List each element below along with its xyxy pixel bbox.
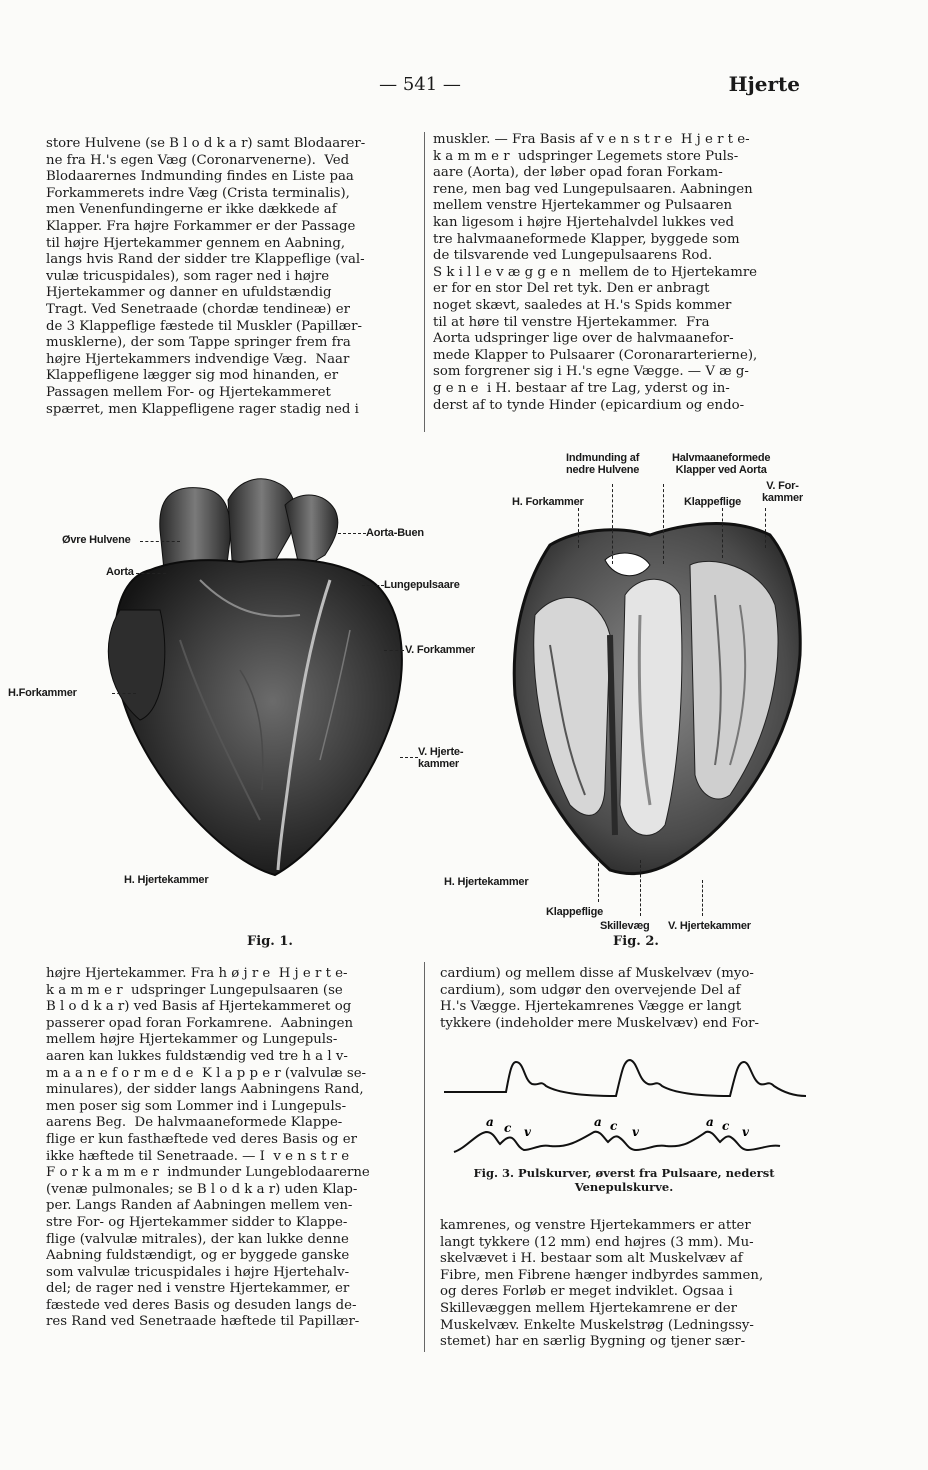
text-line: F o r k a m m e r indmunder Lungeblodaarerne xyxy=(46,1165,370,1181)
text-line: Passagen mellem For- og Hjertekammeret xyxy=(46,384,331,400)
text-line: passerer opad foran Forkamrene. Aabningen xyxy=(46,1015,354,1031)
text-line: langs hvis Rand der sidder tre Klappeflige (val- xyxy=(46,252,365,268)
text-line: kamrenes, og venstre Hjertekammers er atter xyxy=(440,1218,751,1233)
text-line: del; de rager ned i venstre Hjertekammer, er xyxy=(46,1281,350,1297)
text-line: muskler. — Fra Basis af v e n s t r e H j e r t e- xyxy=(433,132,750,147)
text-line: flige er kun fasthæftede ved deres Basis og er xyxy=(46,1131,357,1147)
running-headword: Hjerte xyxy=(728,72,800,96)
text-line: per. Langs Randen af Aabningen mellem ven- xyxy=(46,1198,353,1214)
wave-letter-c: c xyxy=(610,1119,618,1133)
arterial-pulse-curve xyxy=(444,1060,806,1096)
text-line: k a m m e r udspringer Lungepulsaaren (se xyxy=(46,982,343,998)
page-number: — 541 — xyxy=(379,74,461,95)
leader-line xyxy=(598,858,599,902)
text-line: aaren kan lukkes fuldstændig ved tre h a l v- xyxy=(46,1048,348,1064)
text-line: stemet) har en særlig Bygning og tjener sær- xyxy=(440,1334,746,1350)
text-column-bottom-left xyxy=(46,966,418,1331)
text-line: til højre Hjertekammer gennem en Aabning, xyxy=(46,235,346,251)
text-line: er for en stor Del ret tyk. Den er anbragt xyxy=(433,281,710,297)
text-line: H.'s Vægge. Hjertekamrenes Vægge er langt xyxy=(440,999,742,1015)
label-klappeflige-bottom: Klappeflige xyxy=(546,906,604,918)
text-line: Blodaarernes Indmunding findes en Liste paa xyxy=(46,169,354,185)
text-line: de tilsvarende ved Lungepulsaarens Rod. xyxy=(433,248,713,264)
text-line: derst af to tynde Hinder (epicardium og endo- xyxy=(433,397,745,413)
text-line: Aabning fuldstændigt, og er byggede ganske xyxy=(46,1248,350,1264)
heart-exterior-figure xyxy=(0,440,480,880)
text-line: stre For- og Hjertekammer sidder to Klappe- xyxy=(46,1214,348,1230)
leader-line xyxy=(362,585,384,586)
text-line: Forkammerets indre Væg (Crista terminalis), xyxy=(46,185,350,201)
label-h-hjertekammer-fig2: H. Hjertekammer xyxy=(444,876,529,888)
text-line: Tragt. Ved Senetraade (chordæ tendineæ) er xyxy=(46,301,350,317)
text-line: g e n e i H. bestaar af tre Lag, yderst og in- xyxy=(433,380,730,396)
fig3-caption-line1: Fig. 3. Pulskurver, øverst fra Pulsaare, nederst xyxy=(473,1166,775,1180)
fig2-caption: Fig. 2. xyxy=(613,934,659,949)
text-line: cardium) og mellem disse af Muskelvæv (myo- xyxy=(440,966,754,981)
text-line: Muskelvæv. Enkelte Muskelstrøg (Ledningssy- xyxy=(440,1317,754,1333)
text-line: mellem højre Hjertekammer og Lungepuls- xyxy=(46,1032,338,1048)
text-line: flige (valvulæ mitrales), der kan lukke denne xyxy=(46,1231,349,1247)
leader-line xyxy=(612,484,613,564)
wave-letter-v: v xyxy=(524,1125,531,1139)
text-line: Hjertekammer og danner en ufuldstændig xyxy=(46,285,332,301)
text-line: musklerne), der som Tappe springer frem fra xyxy=(46,335,351,351)
label-aorta-buen: Aorta-Buen xyxy=(366,527,424,539)
venous-pulse-curve xyxy=(454,1132,780,1152)
label-v-hjertekammer-fig2: V. Hjertekammer xyxy=(668,920,751,932)
text-line: tykkere (indeholder mere Muskelvæv) end For- xyxy=(440,1015,760,1031)
fig3-caption xyxy=(440,1166,808,1194)
text-line: ikke hæftede til Senetraade. — I v e n s t r e xyxy=(46,1148,350,1164)
text-line: Klapper. Fra højre Forkammer er der Passage xyxy=(46,218,356,234)
leader-line xyxy=(578,508,579,548)
leader-line xyxy=(663,484,664,564)
text-line: de 3 Klappeflige fæstede til Muskler (Papillær- xyxy=(46,318,363,334)
leader-line xyxy=(400,757,418,758)
text-line: men Venenfundingerne er ikke dækkede af xyxy=(46,202,337,218)
label-lungepulsaare: Lungepulsaare xyxy=(384,579,460,591)
wave-letter-v: v xyxy=(742,1125,749,1139)
label-v-forkammer-fig2: V. For- kammer xyxy=(762,480,803,504)
text-line: men poser sig som Lommer ind i Lungepuls- xyxy=(46,1098,347,1114)
text-line: tre halvmaaneformede Klapper, byggede som xyxy=(433,231,740,247)
label-h-forkammer-fig2: H. Forkammer xyxy=(512,496,584,508)
label-indmunding: Indmunding af nedre Hulvene xyxy=(566,452,640,476)
column-rule-bottom xyxy=(424,962,425,1352)
label-skillevaeg: Skillevæg xyxy=(600,920,650,932)
text-line: noget skævt, saaledes at H.'s Spids kommer xyxy=(433,297,732,313)
wave-letter-c: c xyxy=(722,1119,730,1133)
label-ovre-hulvene: Øvre Hulvene xyxy=(62,534,131,546)
label-halvmaane: Halvmaaneformede Klapper ved Aorta xyxy=(672,452,771,476)
heart-section-figure xyxy=(490,505,810,885)
column-rule-top xyxy=(424,132,425,432)
text-line: aare (Aorta), der løber opad foran Forkam- xyxy=(433,165,723,181)
text-line: Skillevæggen mellem Hjertekamrene er der xyxy=(440,1300,737,1316)
text-line: mellem venstre Hjertekammer og Pulsaaren xyxy=(433,198,733,214)
text-line: B l o d k a r) ved Basis af Hjertekammeret og xyxy=(46,999,352,1015)
wave-letter-v: v xyxy=(632,1125,639,1139)
text-line: langt tykkere (12 mm) end højres (3 mm). Mu- xyxy=(440,1234,754,1250)
text-line: kan ligesom i højre Hjertehalvdel lukkes ved xyxy=(433,214,734,230)
text-line: til at høre til venstre Hjertekammer. Fra xyxy=(433,314,710,330)
wave-letter-a: a xyxy=(594,1115,602,1129)
text-line: højre Hjertekammers indvendige Væg. Naar xyxy=(46,351,350,367)
text-line: vulæ tricuspidales), som rager ned i højre xyxy=(46,268,330,284)
leader-line xyxy=(702,880,703,916)
text-line: k a m m e r udspringer Legemets store Puls- xyxy=(433,148,739,164)
label-aorta: Aorta xyxy=(106,566,134,578)
text-line: Fibre, men Fibrene hænger indbyrdes sammen, xyxy=(440,1267,764,1283)
text-line: fæstede ved deres Basis og desuden langs de- xyxy=(46,1297,357,1313)
text-line: res Rand ved Senetraade hæftede til Papillær- xyxy=(46,1314,360,1330)
leader-line xyxy=(338,533,366,534)
text-line: som valvulæ tricuspidales i højre Hjertehalv- xyxy=(46,1264,350,1280)
leader-line xyxy=(112,693,136,694)
pulse-curves-figure xyxy=(440,1040,808,1165)
leader-line xyxy=(140,541,180,542)
wave-letter-a: a xyxy=(706,1115,714,1129)
text-line: store Hulvene (se B l o d k a r) samt Blodaarer- xyxy=(46,136,366,151)
text-line: Aorta udspringer lige over de halvmaanefor- xyxy=(433,331,734,347)
text-line: rene, men bag ved Lungepulsaaren. Aabningen xyxy=(433,181,753,197)
text-line: mede Klapper to Pulsaarer (Coronararterierne), xyxy=(433,347,758,363)
text-line: og deres Forløb er meget indviklet. Ogsaa i xyxy=(440,1284,733,1300)
text-line: aarens Beg. De halvmaaneformede Klappe- xyxy=(46,1115,343,1131)
leader-line xyxy=(765,508,766,548)
text-line: som forgrener sig i H.'s egne Vægge. — V æ g- xyxy=(433,364,749,380)
text-line: S k i l l e v æ g g e n mellem de to Hjertekamre xyxy=(433,264,758,280)
label-h-forkammer: H.Forkammer xyxy=(8,687,77,699)
label-h-hjertekammer-fig1: H. Hjertekammer xyxy=(124,874,209,886)
text-line: ne fra H.'s egen Væg (Coronarvenerne). Ved xyxy=(46,152,350,168)
text-column-top-left xyxy=(46,136,418,418)
fig1-caption: Fig. 1. xyxy=(247,934,293,949)
text-line: cardium), som udgør den overvejende Del af xyxy=(440,982,741,998)
wave-letter-c: c xyxy=(504,1121,512,1135)
leader-line xyxy=(384,650,404,651)
text-line: højre Hjertekammer. Fra h ø j r e H j e r t e- xyxy=(46,966,348,981)
leader-line xyxy=(640,860,641,916)
text-line: spærret, men Klappefligene rager stadig ned i xyxy=(46,401,359,417)
text-column-top-right xyxy=(433,132,807,414)
text-line: m a a n e f o r m e d e K l a p p e r (valvulæ se- xyxy=(46,1065,367,1081)
text-column-bottom-right-lower xyxy=(440,1218,808,1351)
text-line: minulares), der sidder langs Aabningens Rand, xyxy=(46,1082,364,1098)
label-v-hjertekammer-fig1: V. Hjerte- kammer xyxy=(418,746,464,770)
text-line: Klappefligene lægger sig mod hinanden, er xyxy=(46,368,339,384)
wave-letter-a: a xyxy=(486,1115,494,1129)
leader-line xyxy=(136,573,166,574)
text-column-bottom-right-upper xyxy=(440,966,808,1032)
fig3-caption-line2: Venepulskurve. xyxy=(574,1180,674,1194)
text-line: (venæ pulmonales; se B l o d k a r) uden Klap- xyxy=(46,1181,358,1197)
leader-line xyxy=(722,508,723,558)
label-v-forkammer-fig1: V. Forkammer xyxy=(405,644,475,656)
label-klappeflige-top: Klappeflige xyxy=(684,496,742,508)
text-line: skelvævet i H. bestaar som alt Muskelvæv af xyxy=(440,1251,743,1267)
